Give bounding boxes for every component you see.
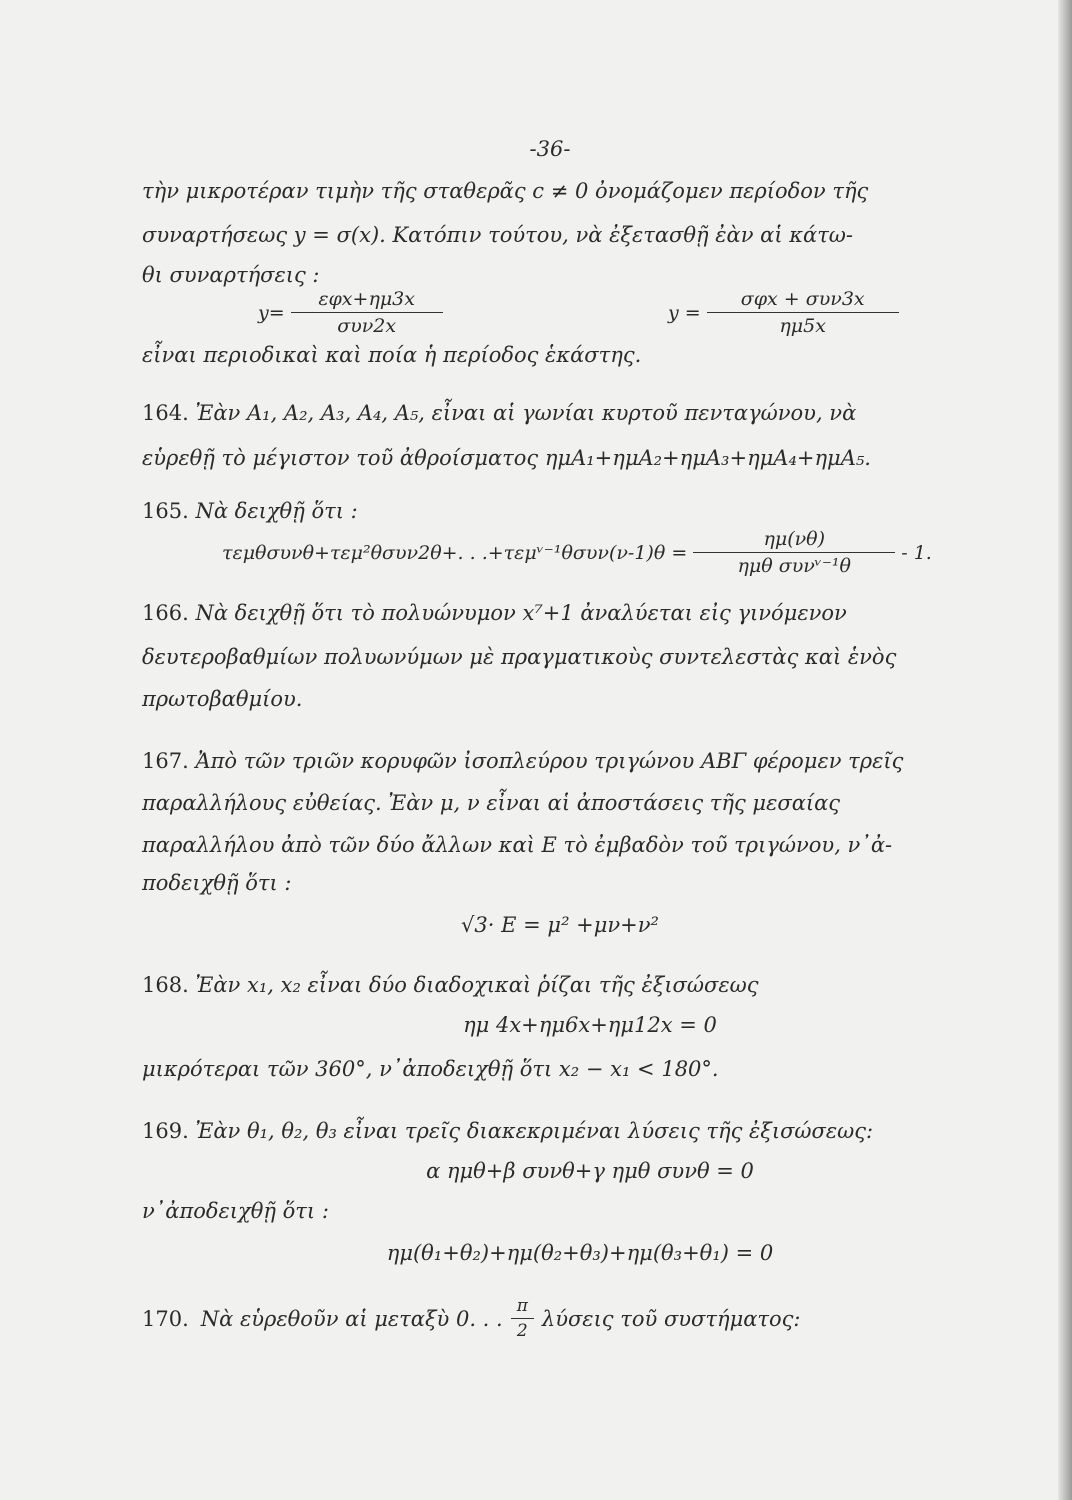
problem-text: Νὰ δειχθῇ ὅτι : bbox=[195, 499, 358, 523]
problem-number: 170. bbox=[142, 1306, 189, 1331]
problem-text: Ἐὰν A₁, A₂, A₃, A₄, A₅, εἶναι αἱ γωνίαι κυρτοῦ πενταγώνου, νὰ bbox=[195, 401, 857, 425]
intro-line-2: συναρτήσεως y = σ(x). Κατόπιν τούτου, νὰ ἐξετασθῇ ἐὰν αἱ κάτω- bbox=[142, 223, 854, 247]
problem-number: 165. bbox=[142, 499, 189, 523]
problem-167-line-2: παραλλήλους εὐθείας. Ἐὰν μ, ν εἶναι αἱ ἀποστάσεις τῆς μεσαίας bbox=[142, 791, 841, 815]
problem-168-formula: ημ 4x+ημ6x+ημ12x = 0 bbox=[463, 1013, 717, 1037]
problem-169-formula-2: ημ(θ₁+θ₂)+ημ(θ₂+θ₃)+ημ(θ₃+θ₁) = 0 bbox=[386, 1241, 774, 1265]
function-1-numerator: εφx+ημ3x bbox=[318, 288, 415, 310]
problem-169-line-2: ν᾽ἀποδειχθῇ ὅτι : bbox=[142, 1199, 329, 1223]
problem-170 bbox=[142, 1296, 801, 1341]
problem-number: 164. bbox=[142, 401, 189, 425]
intro-line-4: εἶναι περιοδικαὶ καὶ ποία ἡ περίοδος ἑκάστης. bbox=[142, 343, 642, 367]
problem-165-formula bbox=[222, 528, 932, 577]
problem-164 bbox=[142, 400, 856, 426]
problem-number: 166. bbox=[142, 601, 189, 625]
problem-text-b: λύσεις τοῦ συστήματος: bbox=[541, 1306, 801, 1331]
problem-text: Νὰ δειχθῇ ὅτι τὸ πολυώνυμον x⁷+1 ἀναλύεται εἰς γινόμενον bbox=[195, 601, 847, 625]
formula-fraction bbox=[693, 528, 895, 577]
function-2-denominator: ημ5x bbox=[707, 312, 899, 337]
problem-167-formula: √3· E = μ² +μν+ν² bbox=[461, 913, 659, 937]
problem-number: 169. bbox=[142, 1119, 189, 1143]
intro-function-1 bbox=[258, 288, 443, 337]
problem-167 bbox=[142, 748, 903, 774]
pi-over-2-fraction bbox=[511, 1296, 534, 1341]
problem-text: Ἐὰν θ₁, θ₂, θ₃ εἶναι τρεῖς διακεκριμέναι λύσεις τῆς ἐξισώσεως: bbox=[195, 1119, 874, 1143]
function-1-fraction bbox=[291, 288, 443, 337]
problem-text: Ἀπὸ τῶν τριῶν κορυφῶν ἰσοπλεύρου τριγώνου ΑΒΓ φέρομεν τρεῖς bbox=[195, 749, 904, 773]
formula-denominator: ημθ συνᵛ⁻¹θ bbox=[693, 552, 895, 577]
problem-number: 168. bbox=[142, 973, 189, 997]
function-2-fraction bbox=[707, 288, 899, 337]
formula-numerator: ημ(νθ) bbox=[763, 528, 826, 550]
problem-167-line-3: παραλλήλου ἀπὸ τῶν δύο ἄλλων καὶ E τὸ ἐμβαδὸν τοῦ τριγώνου, ν᾽ἀ- bbox=[142, 833, 893, 857]
formula-lhs: τεμθσυνθ+τεμ²θσυν2θ+. . .+τεμᵛ⁻¹θσυν(ν-1)θ = bbox=[222, 541, 688, 564]
problem-167-line-4: ποδειχθῇ ὅτι : bbox=[142, 871, 292, 895]
problem-166 bbox=[142, 600, 847, 626]
page-edge-shadow bbox=[1058, 0, 1072, 1500]
problem-164-line-2: εὑρεθῇ τὸ μέγιστον τοῦ ἀθροίσματος ημA₁+ημA₂+ημA₃+ημA₄+ημA₅. bbox=[142, 446, 871, 470]
formula-tail: - 1. bbox=[901, 541, 932, 564]
function-1-denominator: συν2x bbox=[291, 312, 443, 337]
problem-166-line-3: πρωτοβαθμίου. bbox=[142, 687, 303, 711]
problem-text: Ἐὰν x₁, x₂ εἶναι δύο διαδοχικαὶ ῥίζαι τῆς ἐξισώσεως bbox=[195, 973, 759, 997]
problem-number: 167. bbox=[142, 749, 189, 773]
fraction-numerator: π bbox=[516, 1296, 528, 1316]
problem-text-a: Νὰ εὑρεθοῦν αἱ μεταξὺ 0. . . bbox=[200, 1306, 503, 1331]
page-number: -36- bbox=[529, 137, 571, 161]
problem-166-line-2: δευτεροβαθμίων πολυωνύμων μὲ πραγματικοὺς συντελεστὰς καὶ ἑνὸς bbox=[142, 645, 897, 669]
intro-line-3: θι συναρτήσεις : bbox=[142, 263, 320, 287]
problem-165 bbox=[142, 498, 358, 524]
fraction-denominator: 2 bbox=[511, 1318, 534, 1341]
intro-line-1: τὴν μικροτέραν τιμὴν τῆς σταθερᾶς c ≠ 0 ὀνομάζομεν περίοδον τῆς bbox=[142, 179, 869, 203]
function-2-lhs: y = bbox=[668, 301, 701, 324]
function-2-numerator: σφx + συν3x bbox=[740, 288, 865, 310]
function-1-lhs: y= bbox=[258, 301, 285, 324]
problem-169 bbox=[142, 1118, 873, 1144]
intro-function-2 bbox=[668, 288, 899, 337]
problem-169-formula-1: α ημθ+β συνθ+γ ημθ συνθ = 0 bbox=[426, 1159, 754, 1183]
problem-168 bbox=[142, 972, 759, 998]
problem-168-line-2: μικρότεραι τῶν 360°, ν᾽ἀποδειχθῇ ὅτι x₂ − x₁ < 180°. bbox=[142, 1057, 719, 1081]
